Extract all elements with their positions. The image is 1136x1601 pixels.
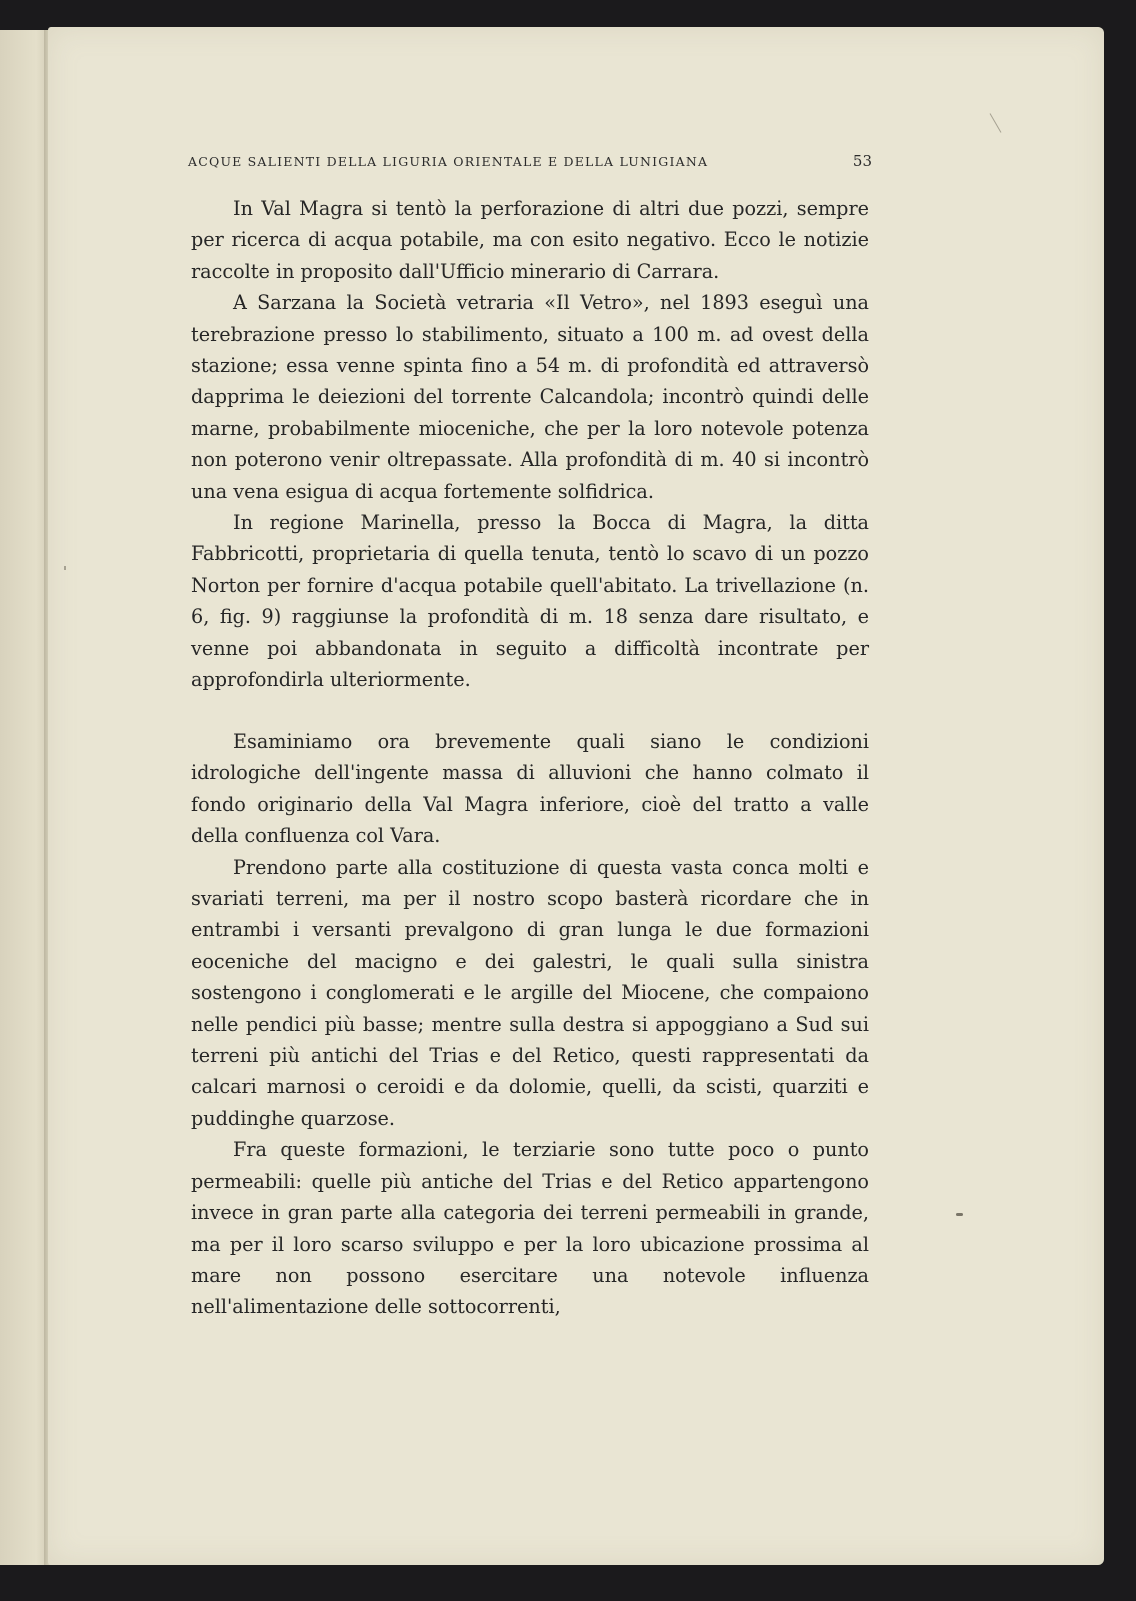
paragraph: Prendono parte alla costituzione di questa vasta conca molti e svariati terreni, ma per il nostro scopo basterà ricordare che in entrambi i versanti prevalgono di gran lunga le due formazioni eoceniche del macigno e dei galestri, le quali sulla sinistra sostengono i conglomerati e le argille del Miocene, che compaiono nelle pendici più basse; mentre sulla destra si appoggiano a Sud sui terreni più antichi del Trias e del Retico, questi rappresentati da calcari marnosi o ceroidi e da dolomie, quelli, da scisti, quarziti e puddinghe quarzose. xyxy=(191,855,869,1130)
paragraph: A Sarzana la Società vetraria «Il Vetro», nel 1893 eseguì una terebrazione presso lo stabilimento, situato a 100 m. ad ovest della stazione; essa venne spinta fino a 54 m. di profondità ed attraversò dapprima le deiezioni del torrente Calcandola; incontrò quindi delle marne, probabilmente mioceniche, che per la loro notevole potenza non poterono venir oltrepassate. Alla profondità di m. 40 si incontrò una vena esigua di acqua fortemente solfidrica. xyxy=(191,291,869,503)
paper-speck xyxy=(64,566,66,570)
page-number: 53 xyxy=(852,152,872,170)
paragraph: In regione Marinella, presso la Bocca di Magra, la ditta Fabbricotti, proprietaria di quella tenuta, tentò lo scavo di un pozzo Norton per fornire d'acqua potabile quell'abitato. La trivellazione (n. 6, fig. 9) raggiunse la profondità di m. 18 senza dare risultato, e venne poi abbandonata in seguito a difficoltà incontrate per approfondirla ulteriormente. xyxy=(191,511,869,692)
paragraph: In Val Magra si tentò la perforazione di altri due pozzi, sempre per ricerca di acqua potabile, ma con esito negativo. Ecco le notizie raccolte in proposito dall'Ufficio minerario di Carrara. xyxy=(191,197,869,283)
text-block-upper xyxy=(191,193,869,696)
running-head: ACQUE SALIENTI DELLA LIGURIA ORIENTALE E DELLA LUNIGIANA xyxy=(188,154,709,169)
text-block-lower xyxy=(191,726,869,1323)
paragraph: Fra queste formazioni, le terziarie sono tutte poco o punto permeabili: quelle più antiche del Trias e del Retico appartengono invece in gran parte alla categoria dei terreni permeabili in grande, ma per il loro scarso sviluppo e per la loro ubicazione prossima al mare non possono esercitare una notevole influenza nell'alimentazione delle sottocorrenti, xyxy=(191,1138,869,1319)
paragraph: Esaminiamo ora brevemente quali siano le condizioni idrologiche dell'ingente massa di alluvioni che hanno colmato il fondo originario della Val Magra inferiore, cioè del tratto a valle della confluenza col Vara. xyxy=(191,730,869,848)
paper-speck xyxy=(956,1213,963,1216)
page-header xyxy=(188,152,872,170)
